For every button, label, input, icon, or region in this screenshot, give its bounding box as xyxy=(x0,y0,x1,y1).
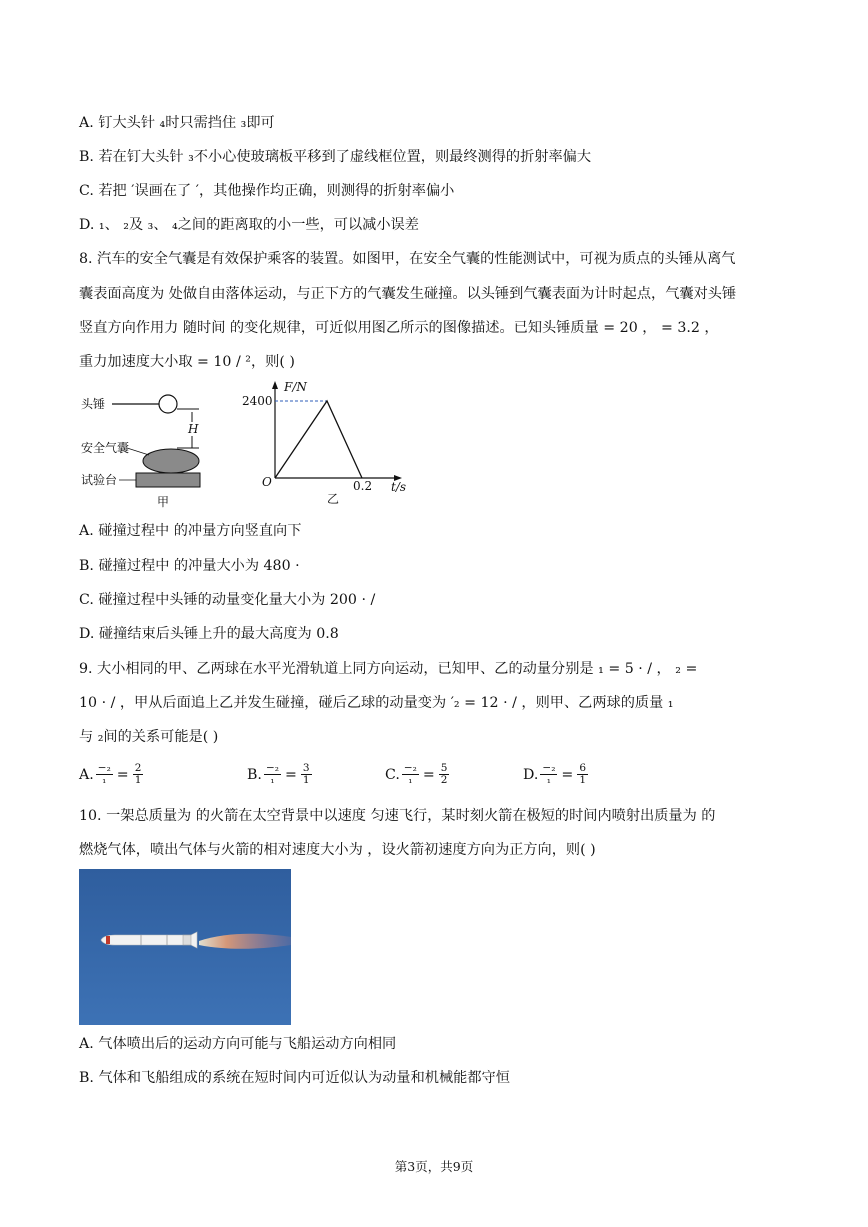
q9-text-line2: 10 · / ，甲从后面追上乙并发生碰撞，碰后乙球的动量变为 ′₂ = 12 · / ，则甲、乙两球的质量 ₁ xyxy=(79,695,674,711)
y-axis-label: F/N xyxy=(284,380,307,394)
q8-option-c: C. 碰撞过程中头锤的动量变化量大小为 200 · / xyxy=(79,592,376,608)
q9-option-a: A. $\frac{\text{−₂}}{\text{₁}}$ = $\frac{2}{1}$ xyxy=(79,762,142,786)
q8-option-a: A. 碰撞过程中 的冲量方向竖直向下 xyxy=(79,523,302,539)
figure-yi-force-time-graph xyxy=(236,378,411,508)
q9-option-c: C. $\frac{\text{−₂}}{\text{₁}}$ = $\frac{5}{2}$ xyxy=(385,762,448,786)
force-triangle-curve xyxy=(275,401,362,478)
head-hammer-circle xyxy=(159,395,177,413)
origin-label: O xyxy=(262,475,272,489)
airbag-ellipse xyxy=(143,449,199,473)
figure-yi-caption: 乙 xyxy=(327,492,340,506)
q7-option-c: C. 若把 ′误画在了 ′，其他操作均正确，则测得的折射率偏小 xyxy=(79,183,455,199)
figure-jia-caption: 甲 xyxy=(157,495,170,509)
q8-text-line2: 囊表面高度为 处做自由落体运动，与正下方的气囊发生碰撞。以头锤到气囊表面为计时起点，气囊对头锤 xyxy=(79,286,737,302)
q10-option-b: B. 气体和飞船组成的系统在短时间内可近似认为动量和机械能都守恒 xyxy=(79,1070,510,1086)
rocket-photo xyxy=(79,869,291,1025)
page-footer: 第3页，共9页 xyxy=(394,1159,474,1174)
q9-text-line1: 9. 大小相同的甲、乙两球在水平光滑轨道上同方向运动，已知甲、乙的动量分别是 ₁ = 5 · / ， ₂ = xyxy=(79,661,698,677)
test-stand-rect xyxy=(136,473,200,487)
q7-option-a: A. 钉大头针 ₄时只需挡住 ₃即可 xyxy=(79,115,275,131)
head-label: 头锤 xyxy=(81,397,106,411)
q9-option-b: B. $\frac{\text{−₂}}{\text{₁}}$ = $\frac{3}{1}$ xyxy=(247,762,310,786)
q8-text-line3: 竖直方向作用力 随时间 的变化规律，可近似用图乙所示的图像描述。已知头锤质量 = 20 ， = 3.2 ， xyxy=(79,320,719,336)
q8-option-d: D. 碰撞结束后头锤上升的最大高度为 0.8 xyxy=(79,626,339,642)
q7-option-b: B. 若在钉大头针 ₃不小心使玻璃板平移到了虚线框位置，则最终测得的折射率偏大 xyxy=(79,149,592,165)
stand-label: 试验台 xyxy=(81,473,118,487)
x-tick-0-2: 0.2 xyxy=(353,479,373,493)
airbag-label: 安全气囊 xyxy=(81,441,130,455)
x-axis-label: t/s xyxy=(391,480,407,494)
q8-text-line4: 重力加速度大小取 = 10 / ²，则( ) xyxy=(79,354,295,370)
q7-option-d: D. ₁、 ₂及 ₃、 ₄之间的距离取的小一些，可以减小误差 xyxy=(79,217,419,233)
q9-option-d: D. $\frac{\text{−₂}}{\text{₁}}$ = $\frac{6}{1}$ xyxy=(523,762,586,786)
q8-text-line1: 8. 汽车的安全气囊是有效保护乘客的装置。如图甲，在安全气囊的性能测试中，可视为质点的头锤从离气 xyxy=(79,251,736,267)
q10-option-a: A. 气体喷出后的运动方向可能与飞船运动方向相同 xyxy=(79,1036,397,1052)
y-tick-2400: 2400 xyxy=(242,394,273,408)
q9-options-row xyxy=(79,763,791,793)
figure-jia-airbag-setup xyxy=(79,382,214,512)
q8-option-b: B. 碰撞过程中 的冲量大小为 480 · xyxy=(79,558,300,574)
q9-text-line3: 与 ₂间的关系可能是( ) xyxy=(79,729,219,745)
q10-text-line2: 燃烧气体，喷出气体与火箭的相对速度大小为 ，设火箭初速度方向为正方向，则( ) xyxy=(79,842,596,858)
height-label: H xyxy=(188,422,199,436)
q10-text-line1: 10. 一架总质量为 的火箭在太空背景中以速度 匀速飞行，某时刻火箭在极短的时间内喷射出质量为 的 xyxy=(79,808,716,824)
